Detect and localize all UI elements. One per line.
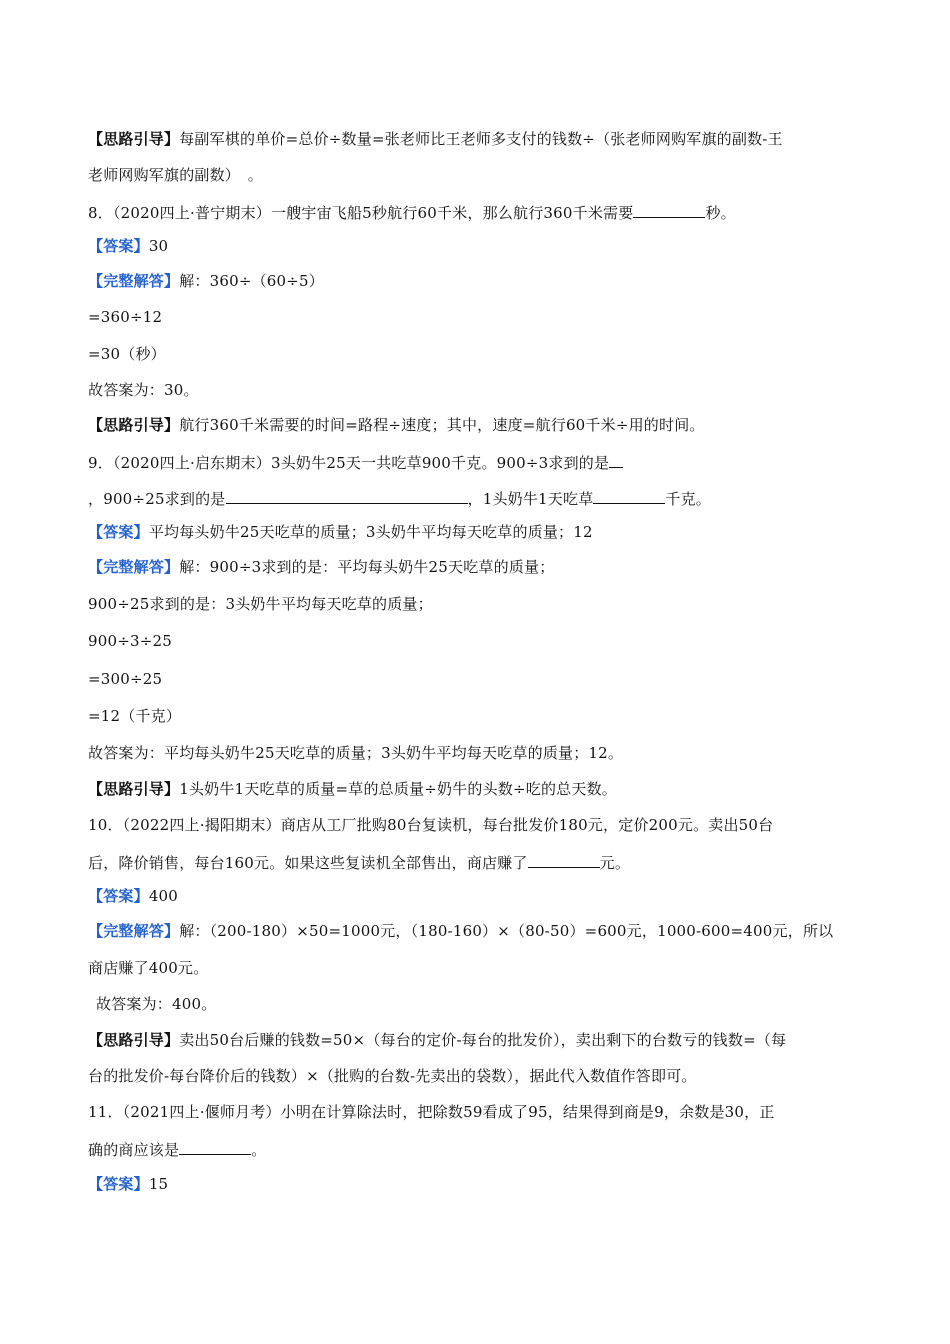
answer-text: 15 <box>148 1175 169 1193</box>
solution-9-conclusion <box>88 743 623 763</box>
hint-8 <box>88 415 705 435</box>
solution-8-conclusion <box>88 380 199 400</box>
solution-text: =300÷25 <box>88 670 163 688</box>
answer-blank <box>528 851 600 868</box>
solution-text: 900÷25求到的是：3头奶牛平均每天吃草的质量； <box>88 595 433 613</box>
hint-text: 航行360千米需要的时间=路程÷速度；其中，速度=航行60千米÷用的时间。 <box>179 416 705 434</box>
question-text: ，900÷25求到的是 <box>88 490 226 508</box>
solution-text: 商店赚了400元。 <box>88 959 209 977</box>
question-text: 后，降价销售，每台160元。如果这些复读机全部售出，商店赚了 <box>88 854 528 872</box>
solution-tag: 【完整解答】 <box>88 272 180 290</box>
answer-9 <box>88 522 593 542</box>
solution-text: 900÷3÷25 <box>88 632 172 650</box>
hint-tag: 【思路引导】 <box>88 130 180 148</box>
answer-tag: 【答案】 <box>88 237 149 255</box>
solution-text: 解：（200-180）×50=1000元，（180-160）×（80-50）=600元，1000-600=400元，所以 <box>179 922 834 940</box>
solution-text: 故答案为：400。 <box>96 995 217 1013</box>
solution-8-step <box>88 344 166 364</box>
answer-blank <box>609 451 623 468</box>
question-text: 千克。 <box>665 490 711 508</box>
solution-9 <box>88 557 554 577</box>
hint-10-cont <box>88 1066 697 1086</box>
question-text: 11．（2021四上·偃师月考）小明在计算除法时，把除数59看成了95，结果得到商是9，余数是30，正 <box>88 1103 775 1121</box>
question-text: 。 <box>251 1141 267 1159</box>
answer-blank <box>633 201 705 218</box>
hint-text: 台的批发价-每台降价后的钱数）×（批购的台数-先卖出的袋数），据此代入数值作答即可。 <box>88 1067 697 1085</box>
hint-tag: 【思路引导】 <box>88 416 180 434</box>
hint-text: 卖出50台后赚的钱数=50×（每台的定价-每台的批发价），卖出剩下的台数亏的钱数=（每 <box>179 1031 787 1049</box>
solution-9-step <box>88 631 172 651</box>
answer-tag: 【答案】 <box>88 1175 149 1193</box>
solution-text: =30（秒） <box>88 345 166 363</box>
question-text: ，1头奶牛1天吃草 <box>467 490 594 508</box>
solution-text: 解：900÷3求到的是：平均每头奶牛25天吃草的质量； <box>179 558 555 576</box>
hint-9 <box>88 779 617 799</box>
solution-tag: 【完整解答】 <box>88 922 180 940</box>
answer-blank <box>226 487 468 504</box>
question-11-cont <box>88 1138 266 1160</box>
question-text: 元。 <box>599 854 631 872</box>
solution-9-step <box>88 669 162 689</box>
solution-text: 故答案为：30。 <box>88 381 199 399</box>
answer-8 <box>88 236 168 256</box>
hint-text: 每副军棋的单价=总价÷数量=张老师比王老师多支付的钱数÷（张老师网购军旗的副数-王 <box>179 130 783 148</box>
answer-tag: 【答案】 <box>88 887 149 905</box>
solution-10 <box>88 921 833 941</box>
hint-tag: 【思路引导】 <box>88 1031 180 1049</box>
solution-10-cont <box>88 958 208 978</box>
answer-blank <box>593 487 665 504</box>
solution-text: =12（千克） <box>88 707 182 725</box>
hint-line-7 <box>88 129 783 149</box>
question-11 <box>88 1102 775 1122</box>
question-9-cont <box>88 487 711 509</box>
question-9 <box>88 451 623 473</box>
solution-8 <box>88 271 324 291</box>
solution-text: 故答案为：平均每头奶牛25天吃草的质量；3头奶牛平均每天吃草的质量；12。 <box>88 744 624 762</box>
answer-text: 400 <box>148 887 179 905</box>
solution-9-step <box>88 706 181 726</box>
answer-text: 30 <box>148 237 169 255</box>
answer-text: 平均每头奶牛25天吃草的质量；3头奶牛平均每天吃草的质量；12 <box>148 523 593 541</box>
hint-line-7-cont <box>88 165 263 185</box>
question-text: 秒。 <box>705 204 736 222</box>
hint-text: 1头奶牛1天吃草的质量=草的总质量÷奶牛的头数÷吃的总天数。 <box>179 780 617 798</box>
solution-text: =360÷12 <box>88 308 163 326</box>
solution-text: 解：360÷（60÷5） <box>179 272 325 290</box>
solution-10-conclusion <box>88 994 216 1014</box>
solution-8-step <box>88 307 162 327</box>
answer-blank <box>179 1138 251 1155</box>
hint-text: 老师网购军旗的副数） 。 <box>88 166 263 184</box>
question-10-cont <box>88 851 630 873</box>
answer-tag: 【答案】 <box>88 523 149 541</box>
question-text: 10．（2022四上·揭阳期末）商店从工厂批购80台复读机，每台批发价180元，定价200元。卖出50台 <box>88 816 774 834</box>
solution-tag: 【完整解答】 <box>88 558 180 576</box>
question-text: 9．（2020四上·启东期末）3头奶牛25天一共吃草900千克。900÷3求到的是 <box>88 454 610 472</box>
question-text: 确的商应该是 <box>88 1141 180 1159</box>
answer-10 <box>88 886 178 906</box>
question-10 <box>88 815 773 835</box>
question-8 <box>88 201 736 223</box>
hint-10 <box>88 1030 786 1050</box>
solution-9-step <box>88 594 433 614</box>
question-text: 8．（2020四上·普宁期末）一艘宇宙飞船5秒航行60千米，那么航行360千米需要 <box>88 204 634 222</box>
hint-tag: 【思路引导】 <box>88 780 180 798</box>
answer-11 <box>88 1174 168 1194</box>
